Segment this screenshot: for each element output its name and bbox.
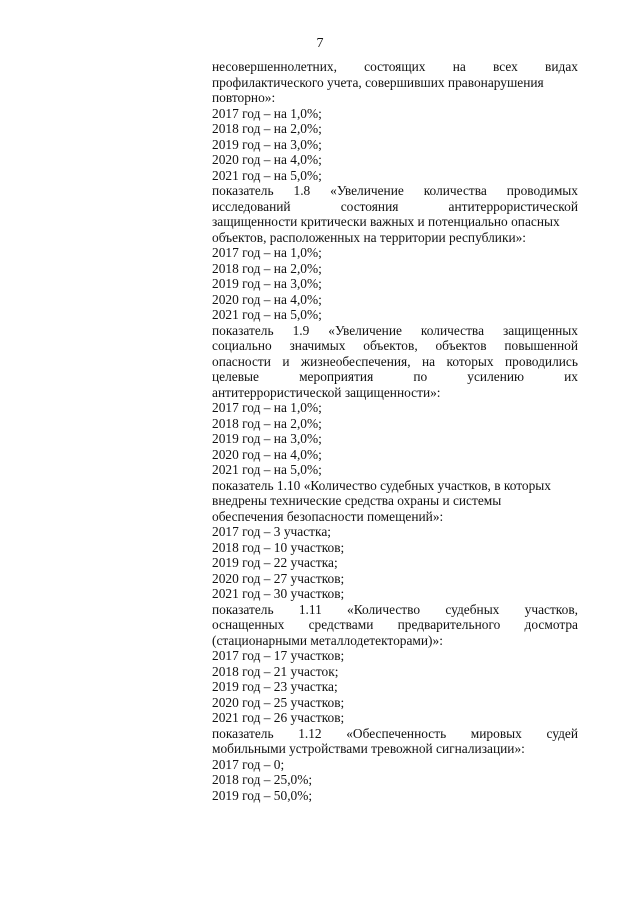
text-line: защищенности критически важных и потенциально опасных [212,214,560,229]
text-line: показатель 1.10 «Количество судебных участков, в которых [212,477,551,493]
text-line: мобильными устройствами тревожной сигнализации»: [212,741,525,756]
text-line: 2017 год – на 1,0%; [212,245,322,260]
text-line: внедрены технические средства охраны и системы [212,493,502,508]
text-line: целевые мероприятия по усилению их [212,369,578,384]
text-line: 2017 год – 17 участков; [212,648,345,663]
text-line: 2019 год – на 3,0%; [212,431,322,446]
text-line: 2017 год – на 1,0%; [212,105,322,121]
text-line: опасности и жизнеобеспечения, на которых проводились [212,353,578,369]
text-line: объектов, расположенных на территории республики»: [212,229,527,245]
text-line: показатель 1.8 «Увеличение количества проводимых [212,183,578,198]
text-line: 2020 год – 25 участков; [212,694,345,710]
text-line: 2020 год – на 4,0%; [212,152,322,167]
text-line: 2019 год – 50,0%; [212,787,313,803]
text-line: 2021 год – на 5,0%; [212,307,322,322]
text-line: 2019 год – 23 участка; [212,679,338,694]
text-line: социально значимых объектов, объектов повышенной [212,338,578,353]
text-line: профилактического учета, совершивших правонарушения [212,74,544,90]
text-line: 2017 год – на 1,0%; [212,400,322,415]
document-body [212,59,578,803]
text-line: несовершеннолетних, состоящих на всех видах [212,59,578,74]
text-line: 2020 год – на 4,0%; [212,446,322,462]
text-line: 2018 год – 10 участков; [212,539,345,555]
text-line: 2018 год – на 2,0%; [212,260,322,276]
text-line: повторно»: [212,90,276,105]
text-line: 2018 год – на 2,0%; [212,121,322,136]
text-line: 2021 год – 30 участков; [212,586,345,601]
text-line: показатель 1.12 «Обеспеченность мировых судей [212,725,578,741]
text-line: показатель 1.11 «Количество судебных участков, [212,601,578,617]
text-line: 2019 год – 22 участка; [212,555,338,570]
text-line: 2018 год – на 2,0%; [212,415,322,431]
text-line: 2020 год – 27 участков; [212,570,345,586]
text-line: 2019 год – на 3,0%; [212,136,322,152]
text-line: 2018 год – 21 участок; [212,663,339,679]
text-line: 2018 год – 25,0%; [212,772,313,787]
text-line: 2017 год – 0; [212,756,285,772]
page-number: 7 [316,36,324,51]
text-line: исследований состояния антитеррористической [212,198,578,214]
text-line: 2017 год – 3 участка; [212,524,331,539]
text-line: оснащенных средствами предварительного досмотра [212,617,578,632]
text-line: 2021 год – на 5,0%; [212,462,322,477]
text-line: обеспечения безопасности помещений»: [212,508,444,524]
text-line: 2021 год – на 5,0%; [212,167,322,183]
text-line: (стационарными металлодетекторами)»: [212,632,443,648]
text-line: 2019 год – на 3,0%; [212,276,322,291]
text-line: 2020 год – на 4,0%; [212,291,322,307]
text-line: показатель 1.9 «Увеличение количества защищенных [212,322,578,338]
text-line: 2021 год – 26 участков; [212,710,345,725]
text-line: антитеррористической защищенности»: [212,384,441,400]
